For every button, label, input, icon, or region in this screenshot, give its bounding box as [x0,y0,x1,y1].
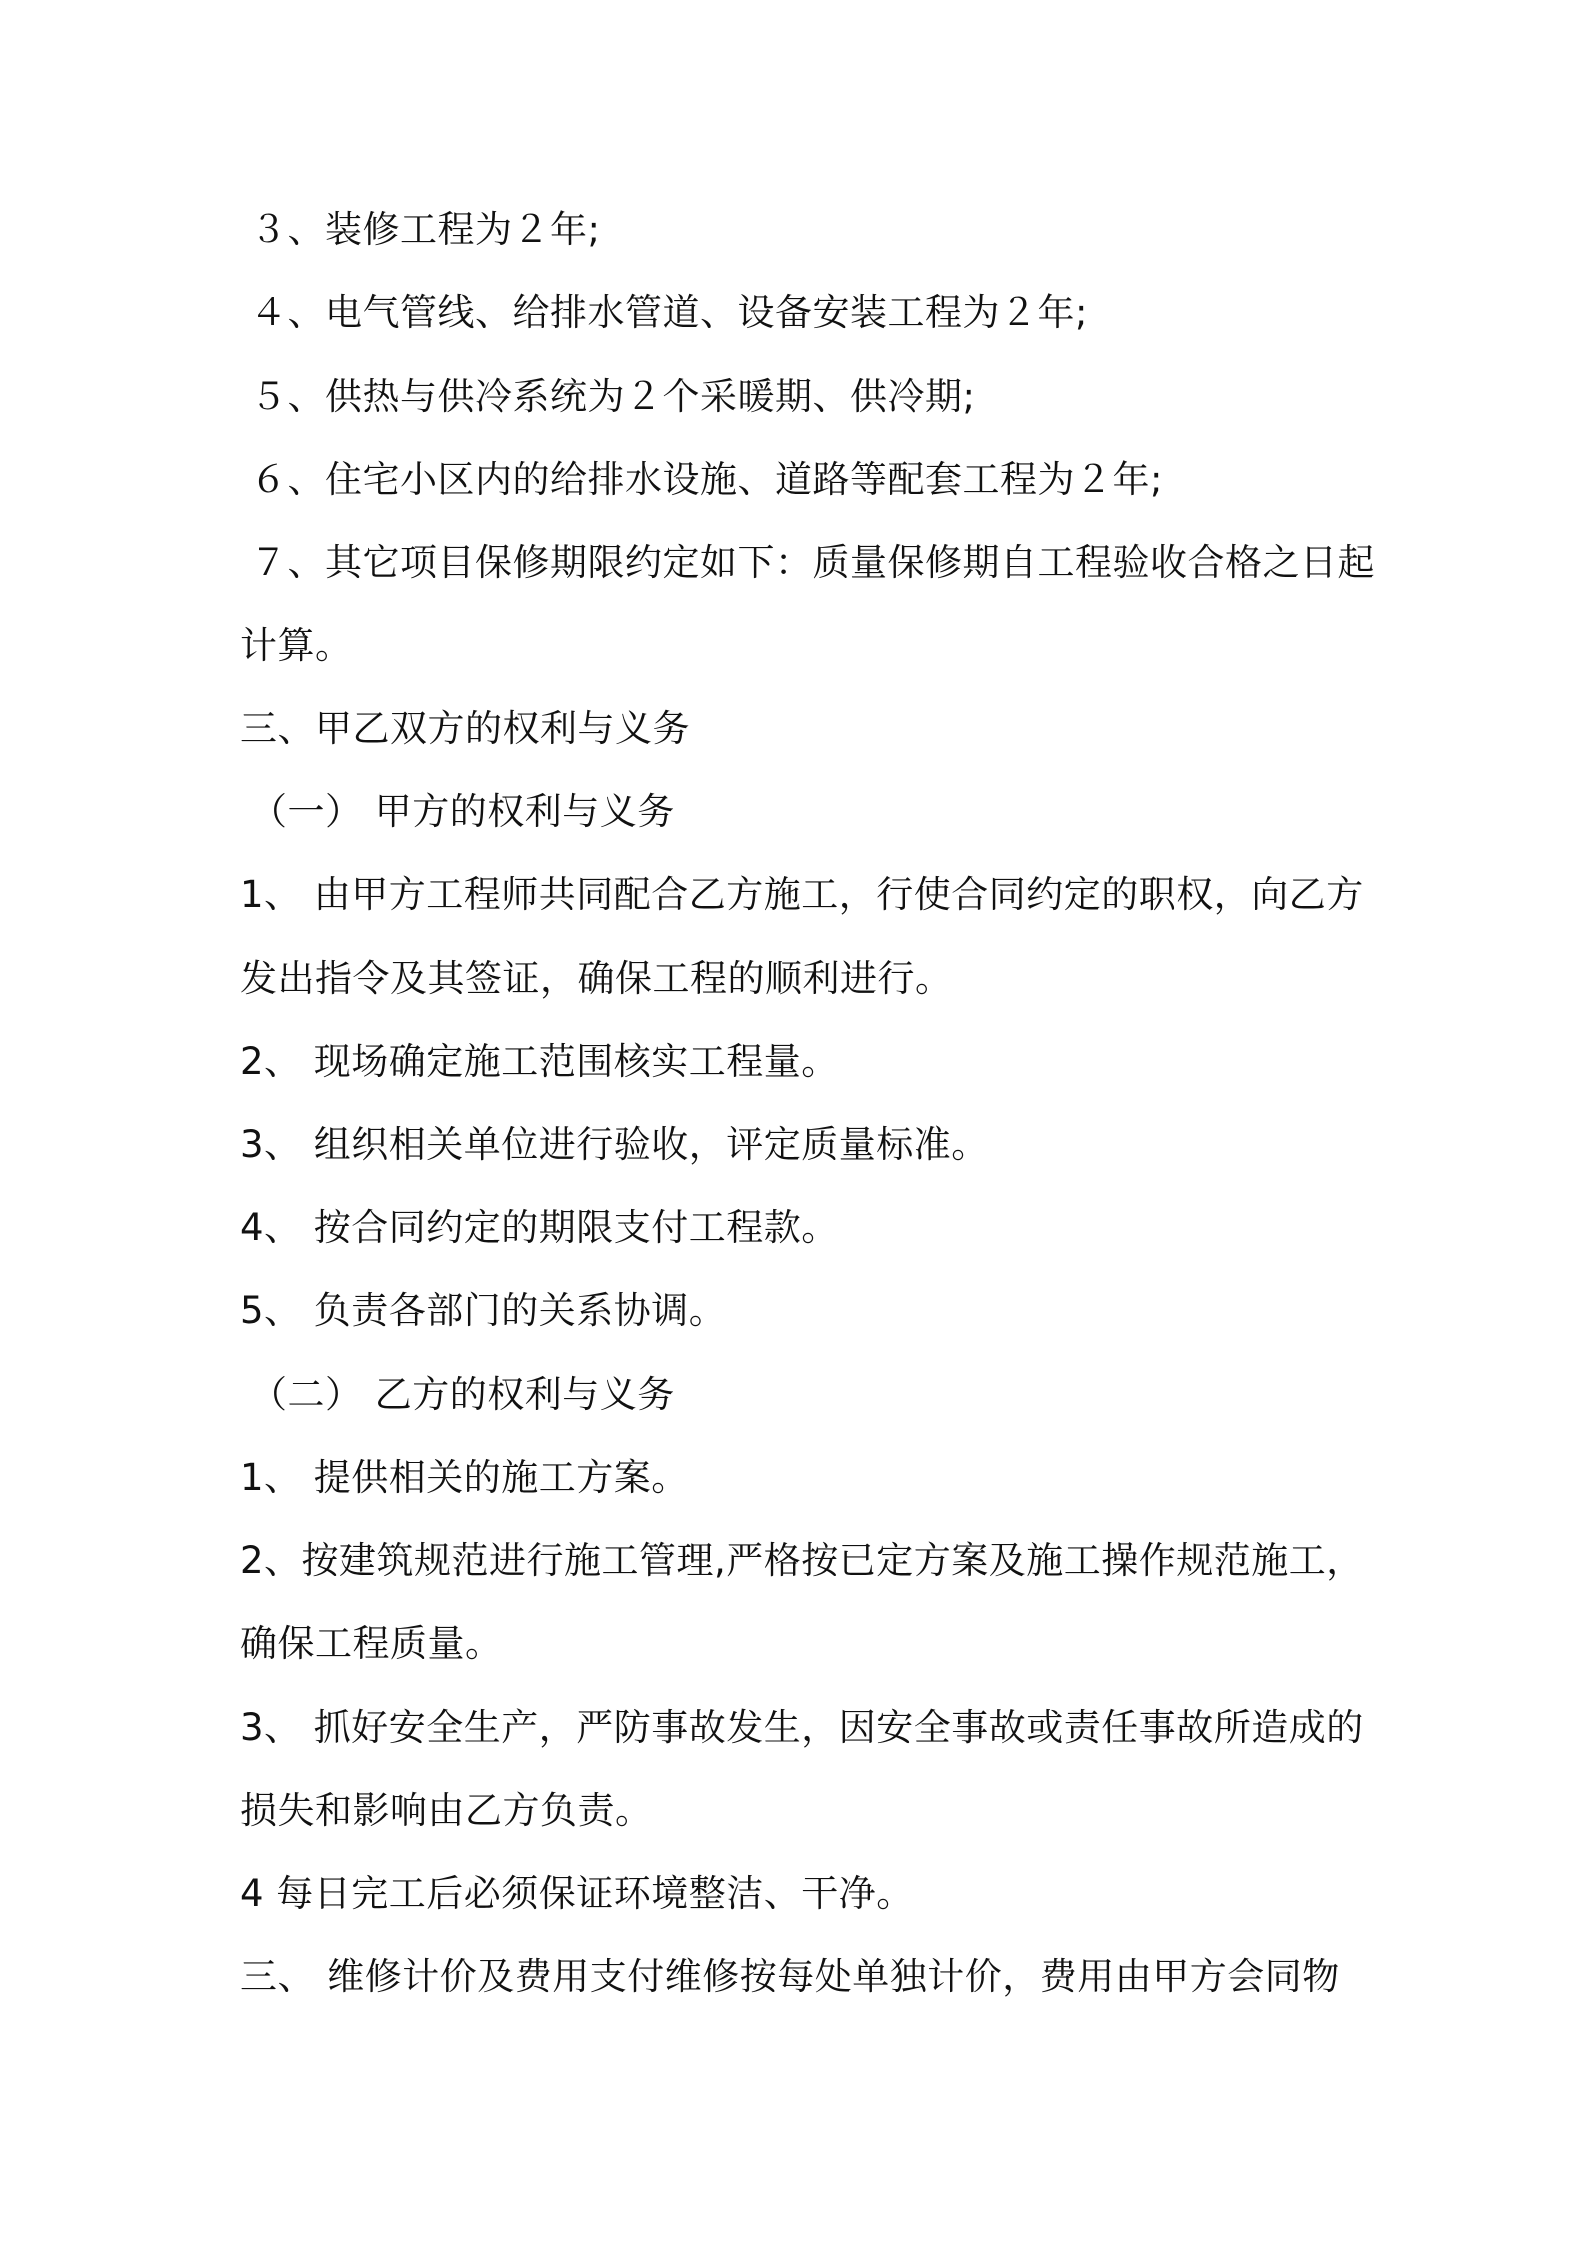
text-line: 发出指令及其签证，确保工程的顺利进行。 [240,957,953,1000]
text-line: ７、其它项目保修期限约定如下：质量保修期自工程验收合格之日起 [250,541,1375,584]
text-line: ３、装修工程为２年; [250,208,601,251]
text-line: 1、 由甲方工程师共同配合乙方施工，行使合同约定的职权，向乙方 [240,873,1364,916]
text-line: ５、供热与供冷系统为２个采暖期、供冷期; [250,375,976,418]
text-line: 2、按建筑规范进行施工管理,严格按已定方案及施工操作规范施工， [240,1539,1364,1582]
text-line: 4、 按合同约定的期限支付工程款。 [240,1206,839,1249]
text-line: ４、电气管线、给排水管道、设备安装工程为２年; [250,291,1088,334]
text-line: 3、 组织相关单位进行验收，评定质量标准。 [240,1123,989,1166]
text-line: 5、 负责各部门的关系协调。 [240,1289,727,1332]
text-line: 3、 抓好安全生产，严防事故发生，因安全事故或责任事故所造成的 [240,1706,1364,1749]
subsection-heading: （一） 甲方的权利与义务 [250,790,675,833]
text-line: 确保工程质量。 [240,1622,503,1665]
section-heading: 三、甲乙双方的权利与义务 [240,707,690,750]
text-line: ６、住宅小区内的给排水设施、道路等配套工程为２年; [250,458,1163,501]
text-line: 计算。 [240,624,353,667]
text-line: 2、 现场确定施工范围核实工程量。 [240,1040,839,1083]
text-line: 1、 提供相关的施工方案。 [240,1456,689,1499]
section-heading: 三、 维修计价及费用支付维修按每处单独计价，费用由甲方会同物 [240,1955,1340,1998]
text-line: 4 每日完工后必须保证环境整洁、干净。 [240,1872,914,1915]
subsection-heading: （二） 乙方的权利与义务 [250,1373,675,1416]
text-line: 损失和影响由乙方负责。 [240,1789,653,1832]
